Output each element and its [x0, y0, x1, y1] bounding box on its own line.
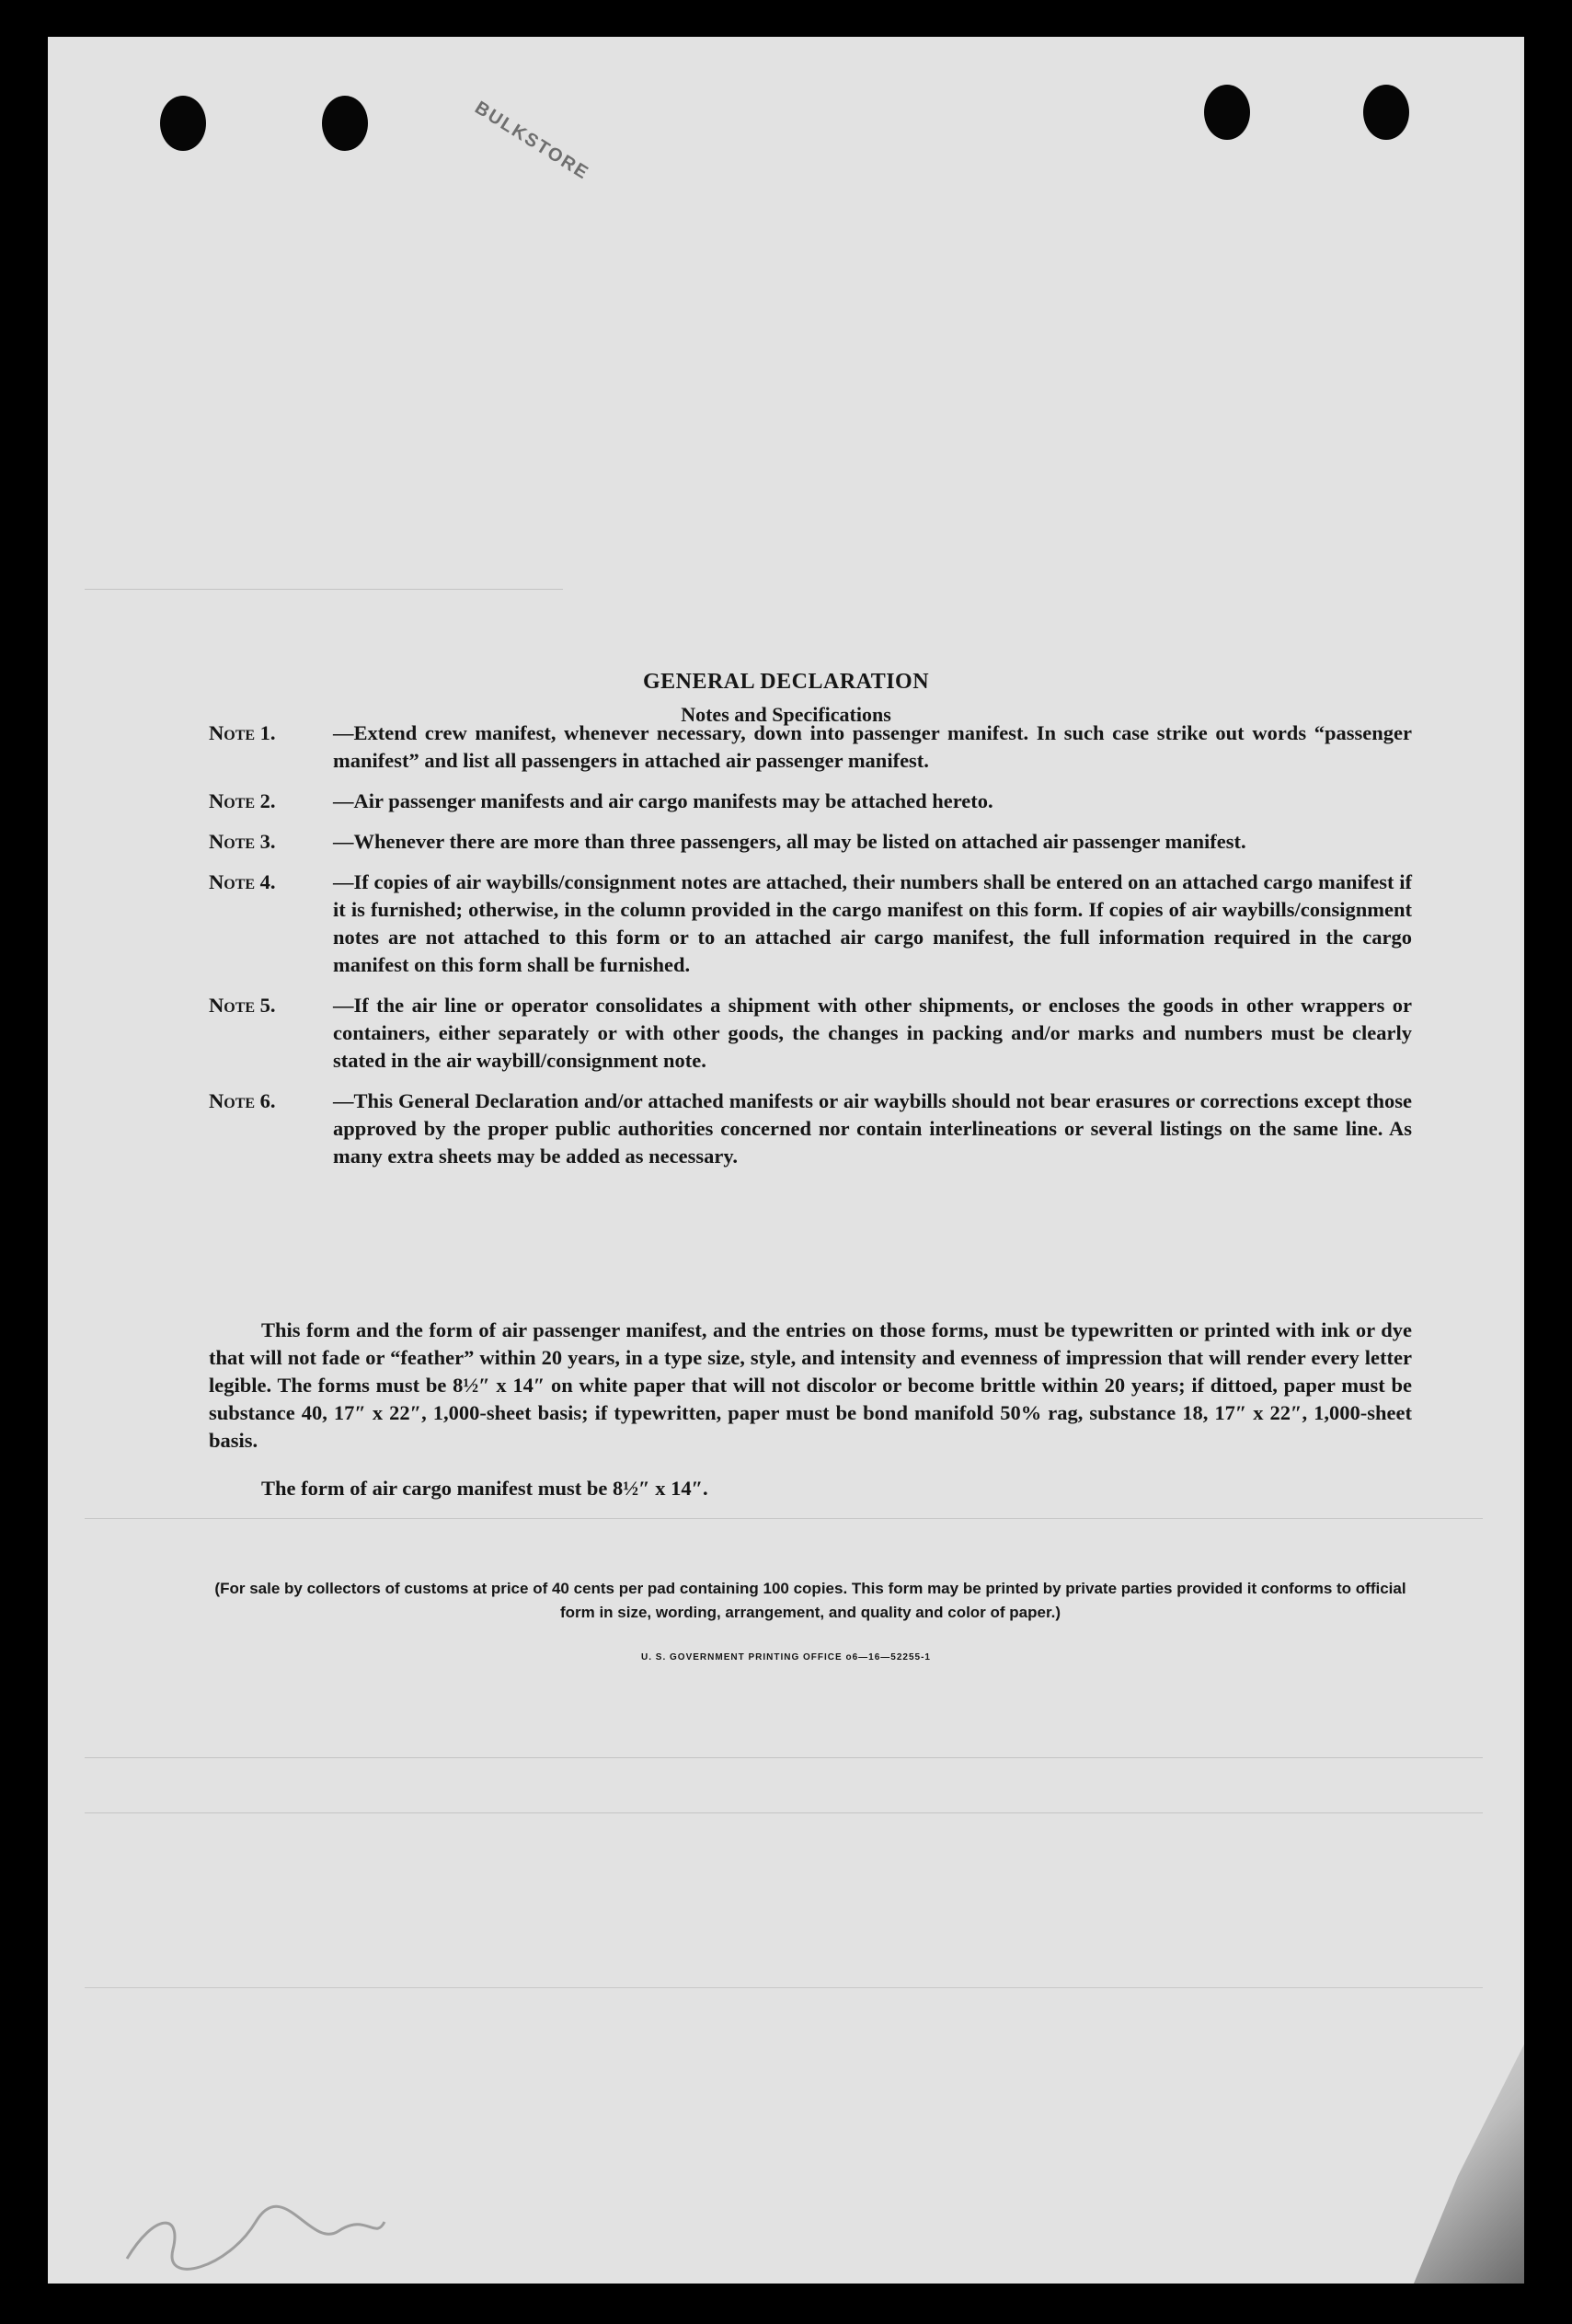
page-title: GENERAL DECLARATION	[642, 670, 930, 694]
document-page	[48, 37, 1524, 2284]
punch-hole-right-2	[1363, 85, 1409, 140]
page-subtitle: Notes and Specifications	[681, 703, 891, 726]
show-through-ruling	[85, 1812, 1483, 1814]
diagonal-stamp: BULKSTORE	[471, 98, 593, 185]
note-item	[209, 828, 1412, 856]
note-text: —Extend crew manifest, whenever necessary, down into passenger manifest. In such case strike out words “passenger manifest” and list all passengers in attached air passenger manifest.	[333, 721, 1412, 772]
note-label: Note 2.	[209, 789, 276, 812]
note-text: —Whenever there are more than three passengers, all may be listed on attached air passenger manifest.	[333, 830, 1246, 853]
printer-line: U. S. GOVERNMENT PRINTING OFFICE o6—16—52255-1	[641, 1652, 931, 1662]
note-label: Note 3.	[209, 830, 276, 853]
note-item	[209, 992, 1412, 1075]
note-label: Note 6.	[209, 1089, 276, 1112]
note-item	[209, 869, 1412, 979]
note-item	[209, 1087, 1412, 1170]
signature-mark	[118, 2194, 394, 2277]
specification-paragraph: This form and the form of air passenger manifest, and the entries on those forms, must be typewritten or printed with ink or dye that will not fade or “feather” within 20 years, in a type size, style, and intensity and evenness of impression that will render every letter legible. The forms must be 8½″ x 14″ on white paper that will not discolor or become brittle within 20 years; if dittoed, paper must be substance 40, 17″ x 22″, 1,000-sheet basis; if typewritten, paper must be bond manifold 50% rag, substance 18, 17″ x 22″, 1,000-sheet basis.	[209, 1318, 1412, 1452]
note-label: Note 4.	[209, 870, 276, 893]
note-label: Note 1.	[209, 721, 276, 744]
punch-hole-left-1	[160, 96, 206, 151]
punch-hole-right-1	[1204, 85, 1250, 140]
notes-list	[209, 719, 1412, 1183]
show-through-ruling	[85, 1757, 1483, 1759]
note-item	[209, 788, 1412, 815]
folded-page-corner	[1414, 2044, 1524, 2284]
note-item	[209, 719, 1412, 775]
show-through-ruling	[85, 1987, 1483, 1989]
sale-notice: (For sale by collectors of customs at price of 40 cents per pad containing 100 copies. This form may be printed by private parties provided it conforms to official form in size, wording, arrangement, and quality and color of paper.)	[214, 1580, 1406, 1621]
note-text: —If copies of air waybills/consignment notes are attached, their numbers shall be entered on an attached cargo manifest if it is furnished; otherwise, in the column provided in the cargo manifest on this form. If copies of air waybills/consignment notes are not attached to this form or to an attached air cargo manifest, the full information required in the cargo manifest on this form shall be furnished.	[333, 870, 1412, 976]
note-text: —Air passenger manifests and air cargo manifests may be attached hereto.	[333, 789, 993, 812]
show-through-ruling	[85, 1518, 1483, 1520]
note-text: —This General Declaration and/or attached manifests or air waybills should not bear erasures or corrections except those approved by the proper public authorities concerned nor contain interlineations or several listings on the same line. As many extra sheets may be added as necessary.	[333, 1089, 1412, 1168]
punch-hole-left-2	[322, 96, 368, 151]
note-label: Note 5.	[209, 994, 276, 1017]
show-through-ruling	[85, 589, 563, 591]
note-text: —If the air line or operator consolidates a shipment with other shipments, or encloses the goods in other wrappers or containers, either separately or with other goods, the changes in packing and/or marks and numbers must be clearly stated in the air waybill/consignment note.	[333, 994, 1412, 1072]
cargo-manifest-size-line: The form of air cargo manifest must be 8½″ x 14″.	[261, 1477, 708, 1500]
